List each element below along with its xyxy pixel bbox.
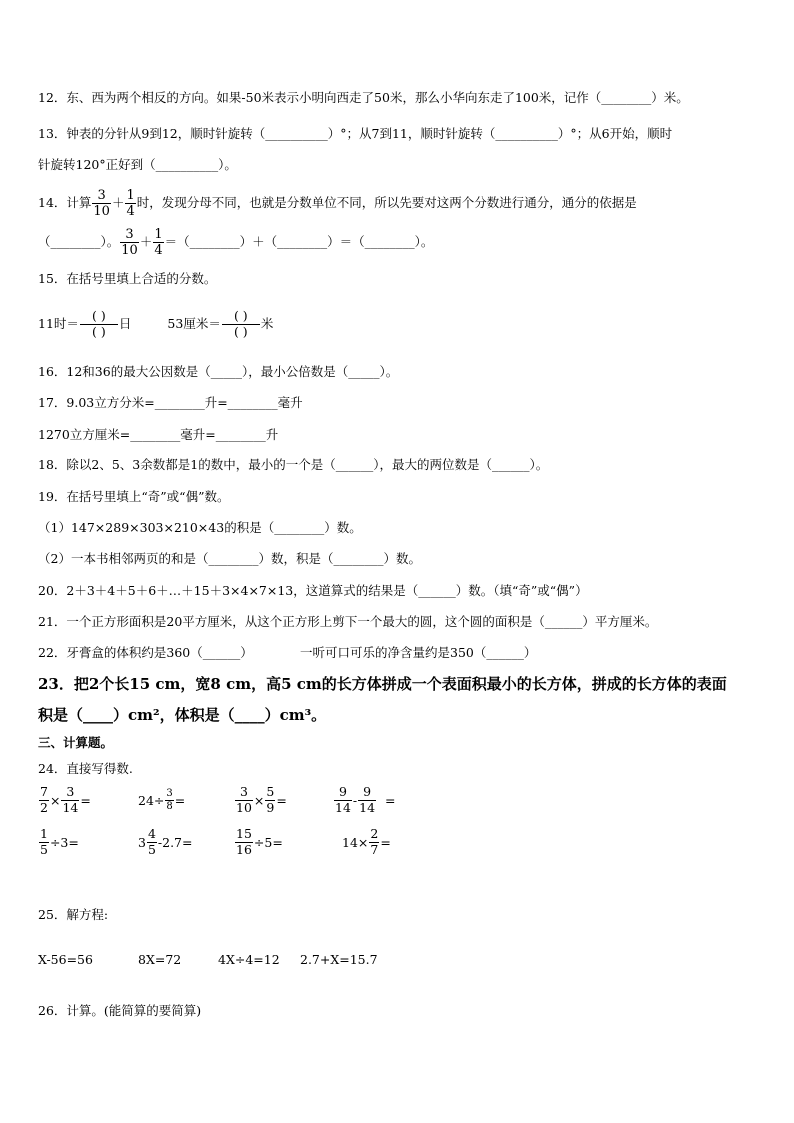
question-19-part2: （2）一本书相邻两页的和是（________）数，积是（________）数。 xyxy=(38,551,421,566)
question-24: 24．直接写得数. xyxy=(38,761,133,776)
question-15-items xyxy=(38,302,273,346)
q15-a-suffix: 日 xyxy=(118,316,132,331)
q14-prefix: 14．计算 xyxy=(38,195,92,210)
question-22-part2: 一听可口可乐的净含量约是350（______） xyxy=(300,645,537,660)
calc-r2c2: 3 $\frac{4}{5}$ -2.7= xyxy=(138,826,193,857)
question-14-line2: （________）。 $\frac{3}{10}$ ＋ $\frac{1}{4}$ ＝（________）＋（________）＝（________）。 xyxy=(38,226,434,258)
calc-r1c4: $\frac{9}{14}$ - $\frac{9}{14}$ = xyxy=(335,784,396,815)
question-13-line2: 针旋转120°正好到（__________）。 xyxy=(38,157,237,172)
question-19: 19．在括号里填上“奇”或“偶”数。 xyxy=(38,489,230,504)
question-20: 20．2＋3＋4＋5＋6＋…＋15＋3×4×7×13，这道算式的结果是（______）数。（填“奇”或“偶”） xyxy=(38,583,588,598)
question-26: 26．计算。(能简算的要简算) xyxy=(38,1003,202,1018)
equation-2: 8X=72 xyxy=(138,952,182,967)
question-22-part1: 22．牙膏盒的体积约是360（______） xyxy=(38,645,253,660)
question-15-title: 15．在括号里填上合适的分数。 xyxy=(38,271,217,286)
calc-r1c2: 24÷ $\frac{3}{8}$ = xyxy=(138,788,186,812)
question-16: 16．12和36的最大公因数是（_____），最小公倍数是（_____）。 xyxy=(38,364,399,379)
q14-equation-blanks: ＝（________）＋（________）＝（________）。 xyxy=(164,234,434,249)
calc-r1c1: $\frac{7}{2}$ × $\frac{3}{14}$ = xyxy=(40,784,91,815)
question-18: 18．除以2、5、3余数都是1的数中，最小的一个是（______），最大的两位数是（______）。 xyxy=(38,457,549,472)
question-25: 25．解方程: xyxy=(38,907,109,922)
q15-b-suffix: 米 xyxy=(260,316,274,331)
section-3-heading: 三、计算题。 xyxy=(38,735,114,750)
question-21: 21．一个正方形面积是20平方厘米，从这个正方形上剪下一个最大的圆，这个圆的面积是（______）平方厘米。 xyxy=(38,614,658,629)
calc-r2c3: $\frac{15}{16}$ ÷5= xyxy=(236,826,283,857)
q15-b-fraction-blank: $\frac{( )}{( )}$ xyxy=(222,310,260,338)
question-12: 12．东、西为两个相反的方向。如果-50米表示小明向西走了50米，那么小华向东走了100米，记作（________）米。 xyxy=(38,90,689,105)
equation-3: 4X÷4=12 xyxy=(218,952,280,967)
q14-blank-basis: （________）。 xyxy=(38,234,120,249)
q15-a-fraction-blank: $\frac{( )}{( )}$ xyxy=(80,310,118,338)
question-17-line2: 1270立方厘米=________毫升=________升 xyxy=(38,427,279,442)
calc-r2c4: 14× $\frac{2}{7}$ = xyxy=(342,826,391,857)
calc-r2c1: $\frac{1}{5}$ ÷3= xyxy=(40,826,79,857)
q14-fraction-3-10-b: $\frac{3}{10}$ xyxy=(121,226,138,258)
q15-a-prefix: 11时＝ xyxy=(38,316,79,331)
q14-suffix: 时，发现分母不同，也就是分数单位不同，所以先要对这两个分数进行通分，通分的依据是 xyxy=(136,195,637,210)
q14-fraction-1-4: $\frac{1}{4}$ xyxy=(126,187,135,219)
q14-fraction-3-10: $\frac{3}{10}$ xyxy=(93,187,110,219)
question-23-line1: 23．把2个长15 cm，宽8 cm，高5 cm的长方体拼成一个表面积最小的长方体，拼成的长方体的表面 xyxy=(38,675,727,693)
question-19-part1: （1）147×289×303×210×43的积是（________）数。 xyxy=(38,520,362,535)
question-17-line1: 17．9.03立方分米=________升=________毫升 xyxy=(38,395,303,410)
question-13-line1: 13．钟表的分针从9到12，顺时针旋转（__________）°；从7到11，顺时针旋转（__________）°；从6开始，顺时 xyxy=(38,126,673,141)
q14-fraction-1-4-b: $\frac{1}{4}$ xyxy=(154,226,163,258)
q15-b-prefix: 53厘米＝ xyxy=(167,316,221,331)
equation-4: 2.7+X=15.7 xyxy=(300,952,378,967)
plus-sign: ＋ xyxy=(111,195,125,210)
calc-r1c3: $\frac{3}{10}$ × $\frac{5}{9}$ = xyxy=(236,784,287,815)
question-23-line2: 积是（____）cm²，体积是（____）cm³。 xyxy=(38,706,327,724)
equation-1: X-56=56 xyxy=(38,952,93,967)
question-14-line1 xyxy=(38,183,637,223)
